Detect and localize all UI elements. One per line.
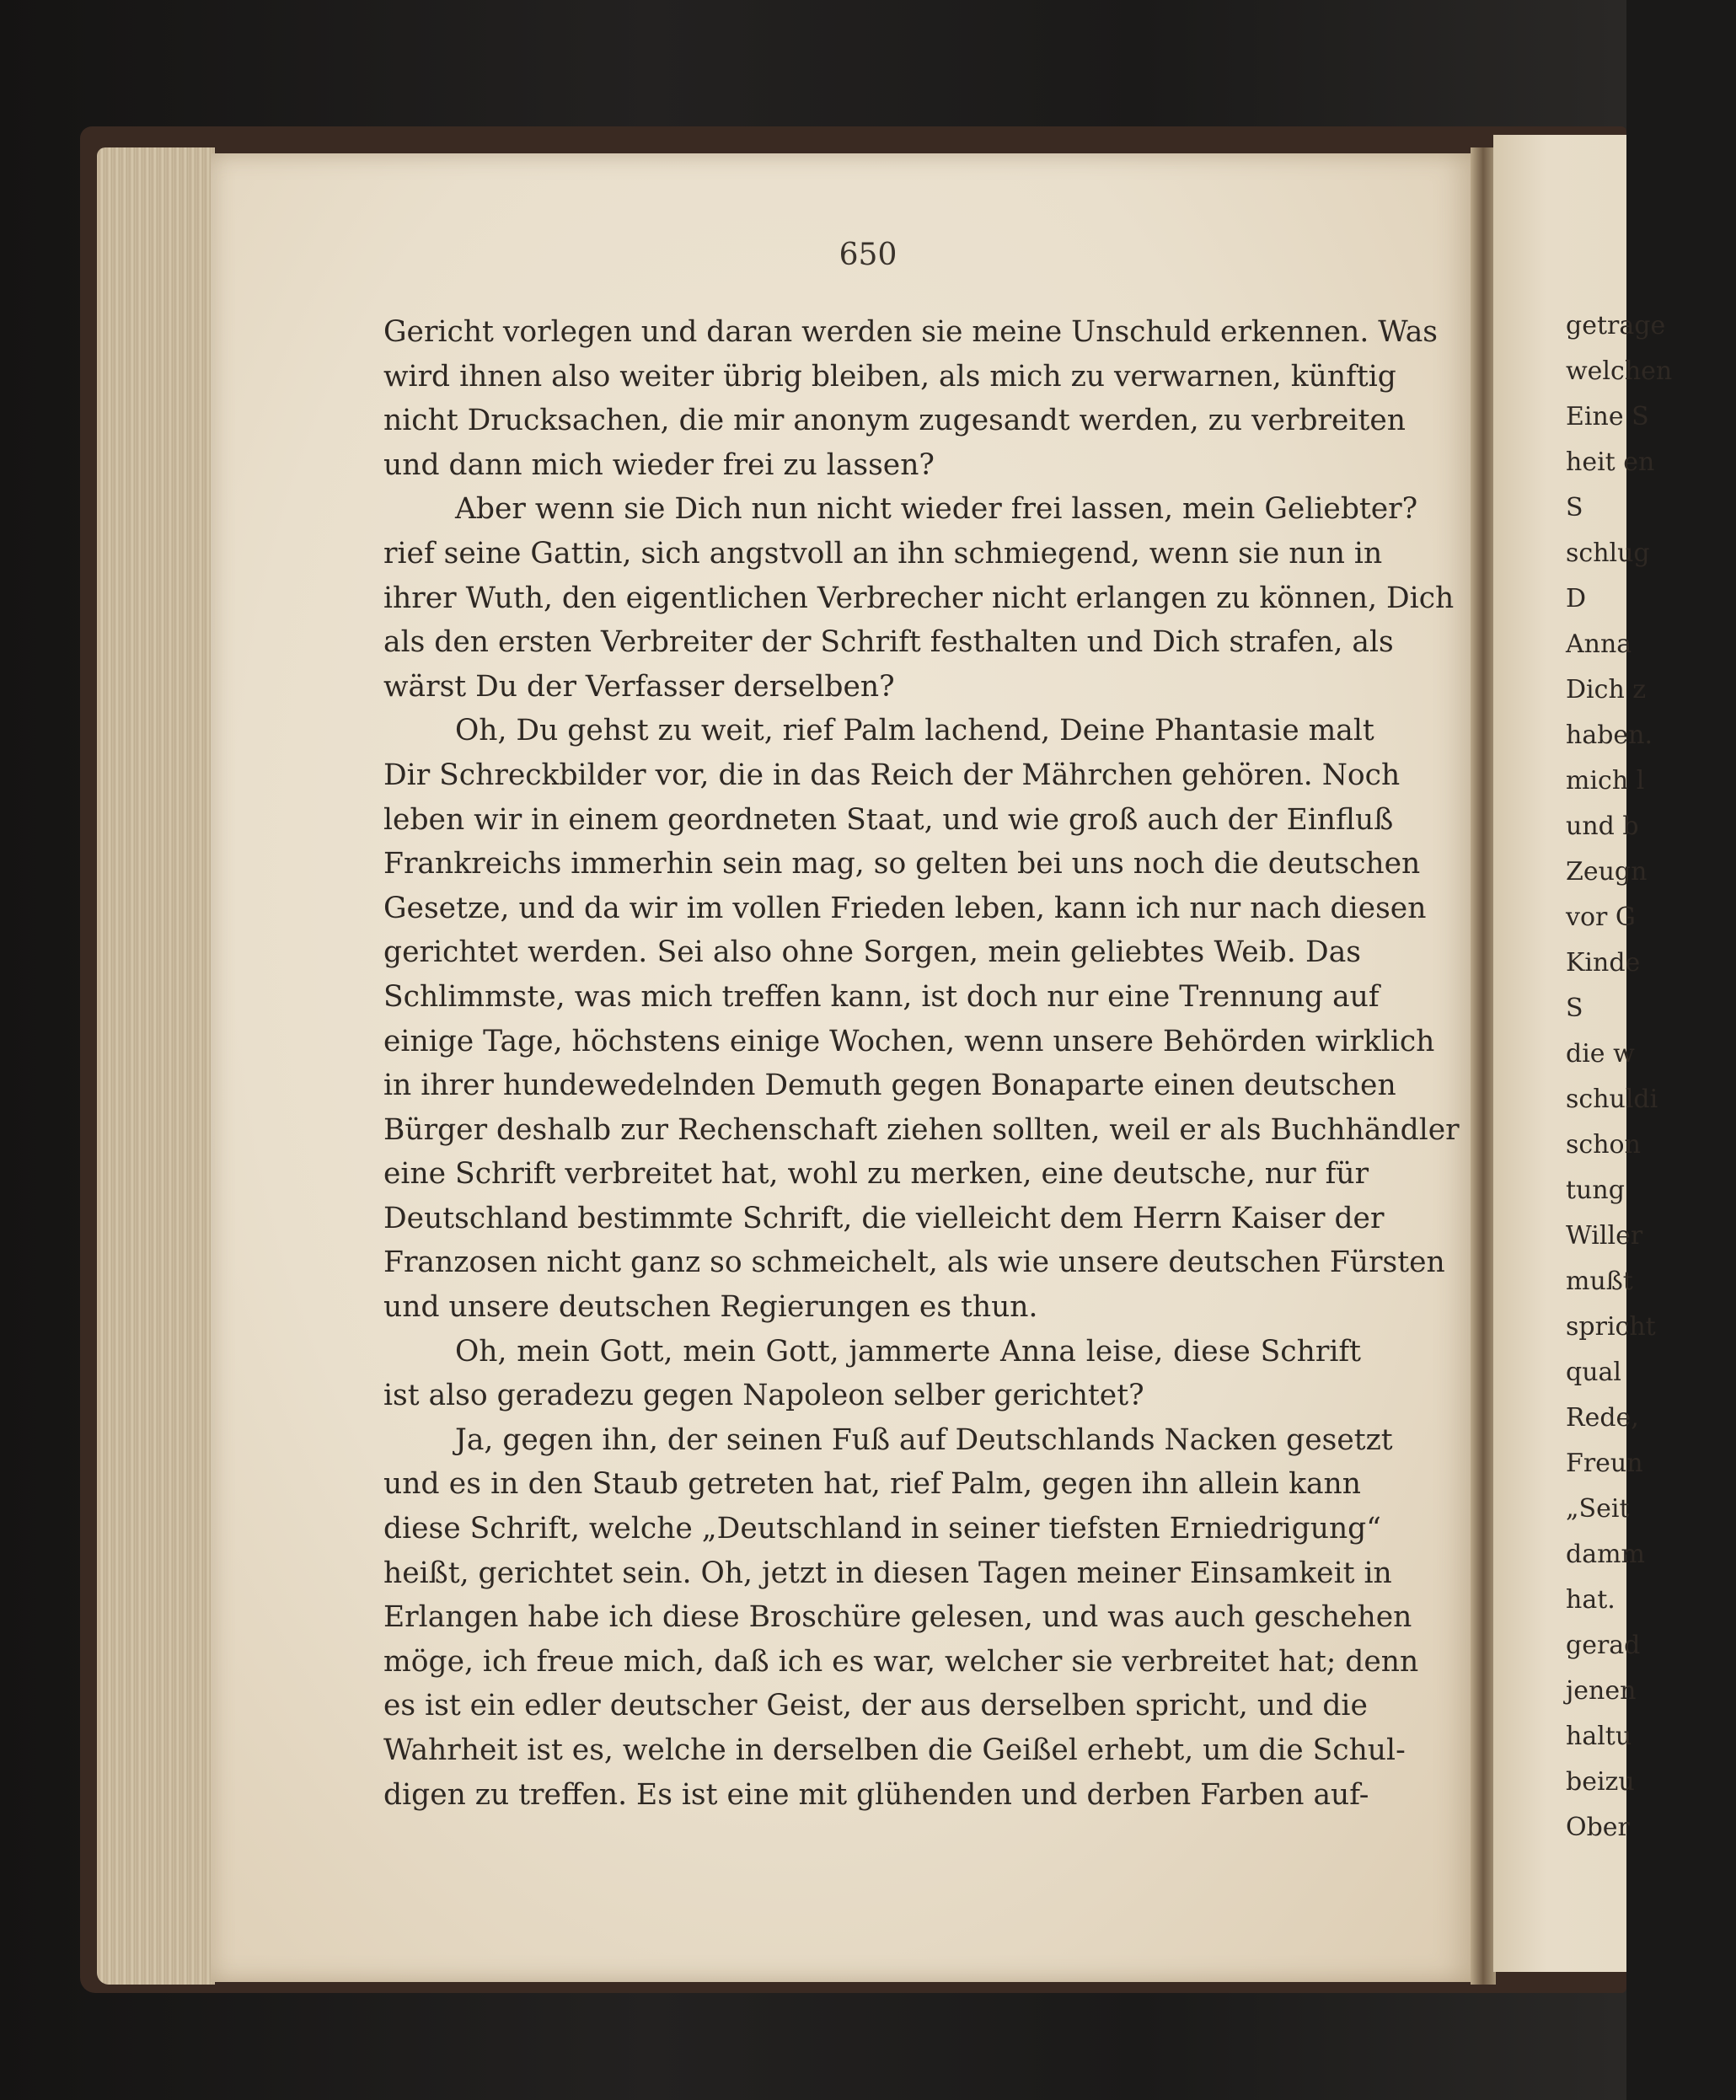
text-line: Dir Schreckbilder vor, die in das Reich der Mährchen gehören. Noch bbox=[383, 758, 1401, 792]
text-line: leben wir in einem geordneten Staat, und wie groß auch der Einfluß bbox=[383, 802, 1394, 837]
text-line: und dann mich wieder frei zu lassen? bbox=[383, 447, 935, 482]
text-line: und es in den Staub getreten hat, rief Palm, gegen ihn allein kann bbox=[383, 1467, 1361, 1502]
fragment-line: welchen bbox=[1566, 356, 1673, 386]
fragment-line: haben. bbox=[1566, 721, 1653, 750]
text-line: einige Tage, höchstens einige Wochen, wenn unsere Behörden wirklich bbox=[383, 1024, 1435, 1058]
text-line: in ihrer hundewedelnden Demuth gegen Bonaparte einen deutschen bbox=[383, 1069, 1396, 1103]
text-line: ihrer Wuth, den eigentlichen Verbrecher nicht erlangen zu können, Dich bbox=[383, 581, 1455, 615]
page-edges bbox=[97, 147, 215, 1985]
text-line: Schlimmste, was mich treffen kann, ist doch nur eine Trennung auf bbox=[383, 979, 1380, 1014]
text-line: Oh, mein Gott, mein Gott, jammerte Anna leise, diese Schrift bbox=[455, 1334, 1361, 1369]
fragment-line: vor G bbox=[1566, 903, 1636, 932]
fragment-line: damm bbox=[1566, 1540, 1645, 1569]
fragment-line: spricht bbox=[1566, 1312, 1656, 1342]
text-line: rief seine Gattin, sich angstvoll an ihn schmiegend, wenn sie nun in bbox=[383, 536, 1383, 571]
text-line: Bürger deshalb zur Rechenschaft ziehen sollten, weil er als Buchhändler bbox=[383, 1112, 1460, 1147]
fragment-line: Zeugn bbox=[1566, 857, 1648, 887]
right-page-text-fragments bbox=[1566, 303, 1673, 1851]
text-line: Gesetze, und da wir im vollen Frieden leben, kann ich nur nach diesen bbox=[383, 891, 1427, 925]
text-line: Wahrheit ist es, welche in derselben die Geißel erhebt, um die Schul- bbox=[383, 1733, 1406, 1767]
fragment-line: beizu bbox=[1566, 1767, 1635, 1797]
fragment-line: tung bbox=[1566, 1176, 1625, 1205]
text-line: gerichtet werden. Sei also ohne Sorgen, mein geliebtes Weib. Das bbox=[383, 935, 1361, 970]
fragment-line: S bbox=[1566, 493, 1583, 522]
fragment-line: hat. bbox=[1566, 1585, 1615, 1615]
fragment-line: getrage bbox=[1566, 311, 1666, 340]
text-line: Deutschland bestimmte Schrift, die vielleicht dem Herrn Kaiser der bbox=[383, 1201, 1385, 1235]
fragment-line: „Seit bbox=[1566, 1494, 1630, 1524]
text-line: diese Schrift, welche „Deutschland in seiner tiefsten Erniedrigung“ bbox=[383, 1512, 1381, 1546]
text-line: es ist ein edler deutscher Geist, der aus derselben spricht, und die bbox=[383, 1689, 1368, 1723]
fragment-line: heit en bbox=[1566, 447, 1655, 477]
page-number: 650 bbox=[839, 238, 897, 272]
fragment-line: Anna bbox=[1566, 629, 1632, 659]
fragment-line: die w bbox=[1566, 1039, 1635, 1069]
fragment-line: mußt bbox=[1566, 1267, 1633, 1296]
text-line: Oh, Du gehst zu weit, rief Palm lachend, Deine Phantasie malt bbox=[455, 714, 1374, 748]
text-line: möge, ich freue mich, daß ich es war, welcher sie verbreitet hat; denn bbox=[383, 1644, 1419, 1679]
text-line: digen zu treffen. Es ist eine mit glühenden und derben Farben auf- bbox=[383, 1777, 1369, 1812]
fragment-line: S bbox=[1566, 994, 1583, 1023]
fragment-line: Dich z bbox=[1566, 675, 1647, 704]
text-line: Franzosen nicht ganz so schmeichelt, als wie unsere deutschen Fürsten bbox=[383, 1246, 1445, 1280]
text-line: wärst Du der Verfasser derselben? bbox=[383, 669, 895, 704]
fragment-line: schuldi bbox=[1566, 1085, 1658, 1114]
text-line: Aber wenn sie Dich nun nicht wieder frei lassen, mein Geliebter? bbox=[455, 492, 1418, 527]
text-line: wird ihnen also weiter übrig bleiben, als mich zu verwarnen, künftig bbox=[383, 359, 1396, 394]
text-line: und unsere deutschen Regierungen es thun. bbox=[383, 1290, 1038, 1325]
fragment-line: Rede, bbox=[1566, 1403, 1639, 1433]
page-body-text bbox=[383, 310, 1460, 1817]
text-line: Ja, gegen ihn, der seinen Fuß auf Deutschlands Nacken gesetzt bbox=[455, 1422, 1393, 1457]
fragment-line: schlug bbox=[1566, 538, 1650, 568]
fragment-line: D bbox=[1566, 584, 1587, 613]
book-gutter bbox=[1471, 147, 1496, 1985]
text-line: eine Schrift verbreitet hat, wohl zu merken, eine deutsche, nur für bbox=[383, 1157, 1369, 1192]
text-line: als den ersten Verbreiter der Schrift festhalten und Dich strafen, als bbox=[383, 625, 1394, 660]
text-line: Frankreichs immerhin sein mag, so gelten bei uns noch die deutschen bbox=[383, 847, 1421, 881]
text-line: Erlangen habe ich diese Broschüre gelesen, und was auch geschehen bbox=[383, 1600, 1412, 1635]
fragment-line: Willer bbox=[1566, 1221, 1643, 1251]
fragment-line: Kinde bbox=[1566, 948, 1641, 978]
fragment-line: schon bbox=[1566, 1130, 1641, 1160]
fragment-line: Ober bbox=[1566, 1813, 1630, 1842]
fragment-line: haltu bbox=[1566, 1722, 1632, 1751]
fragment-line: Eine S bbox=[1566, 402, 1649, 431]
fragment-line: Freun bbox=[1566, 1449, 1643, 1478]
text-line: ist also geradezu gegen Napoleon selber gerichtet? bbox=[383, 1379, 1144, 1413]
text-line: nicht Drucksachen, die mir anonym zugesandt werden, zu verbreiten bbox=[383, 404, 1406, 438]
fragment-line: qual bbox=[1566, 1358, 1622, 1387]
fragment-line: gerad bbox=[1566, 1631, 1641, 1660]
fragment-line: und b bbox=[1566, 812, 1639, 841]
text-line: Gericht vorlegen und daran werden sie meine Unschuld erkennen. Was bbox=[383, 315, 1438, 349]
fragment-line: jenen bbox=[1566, 1676, 1637, 1706]
fragment-line: mich l bbox=[1566, 766, 1645, 796]
text-line: heißt, gerichtet sein. Oh, jetzt in diesen Tagen meiner Einsamkeit in bbox=[383, 1556, 1392, 1590]
